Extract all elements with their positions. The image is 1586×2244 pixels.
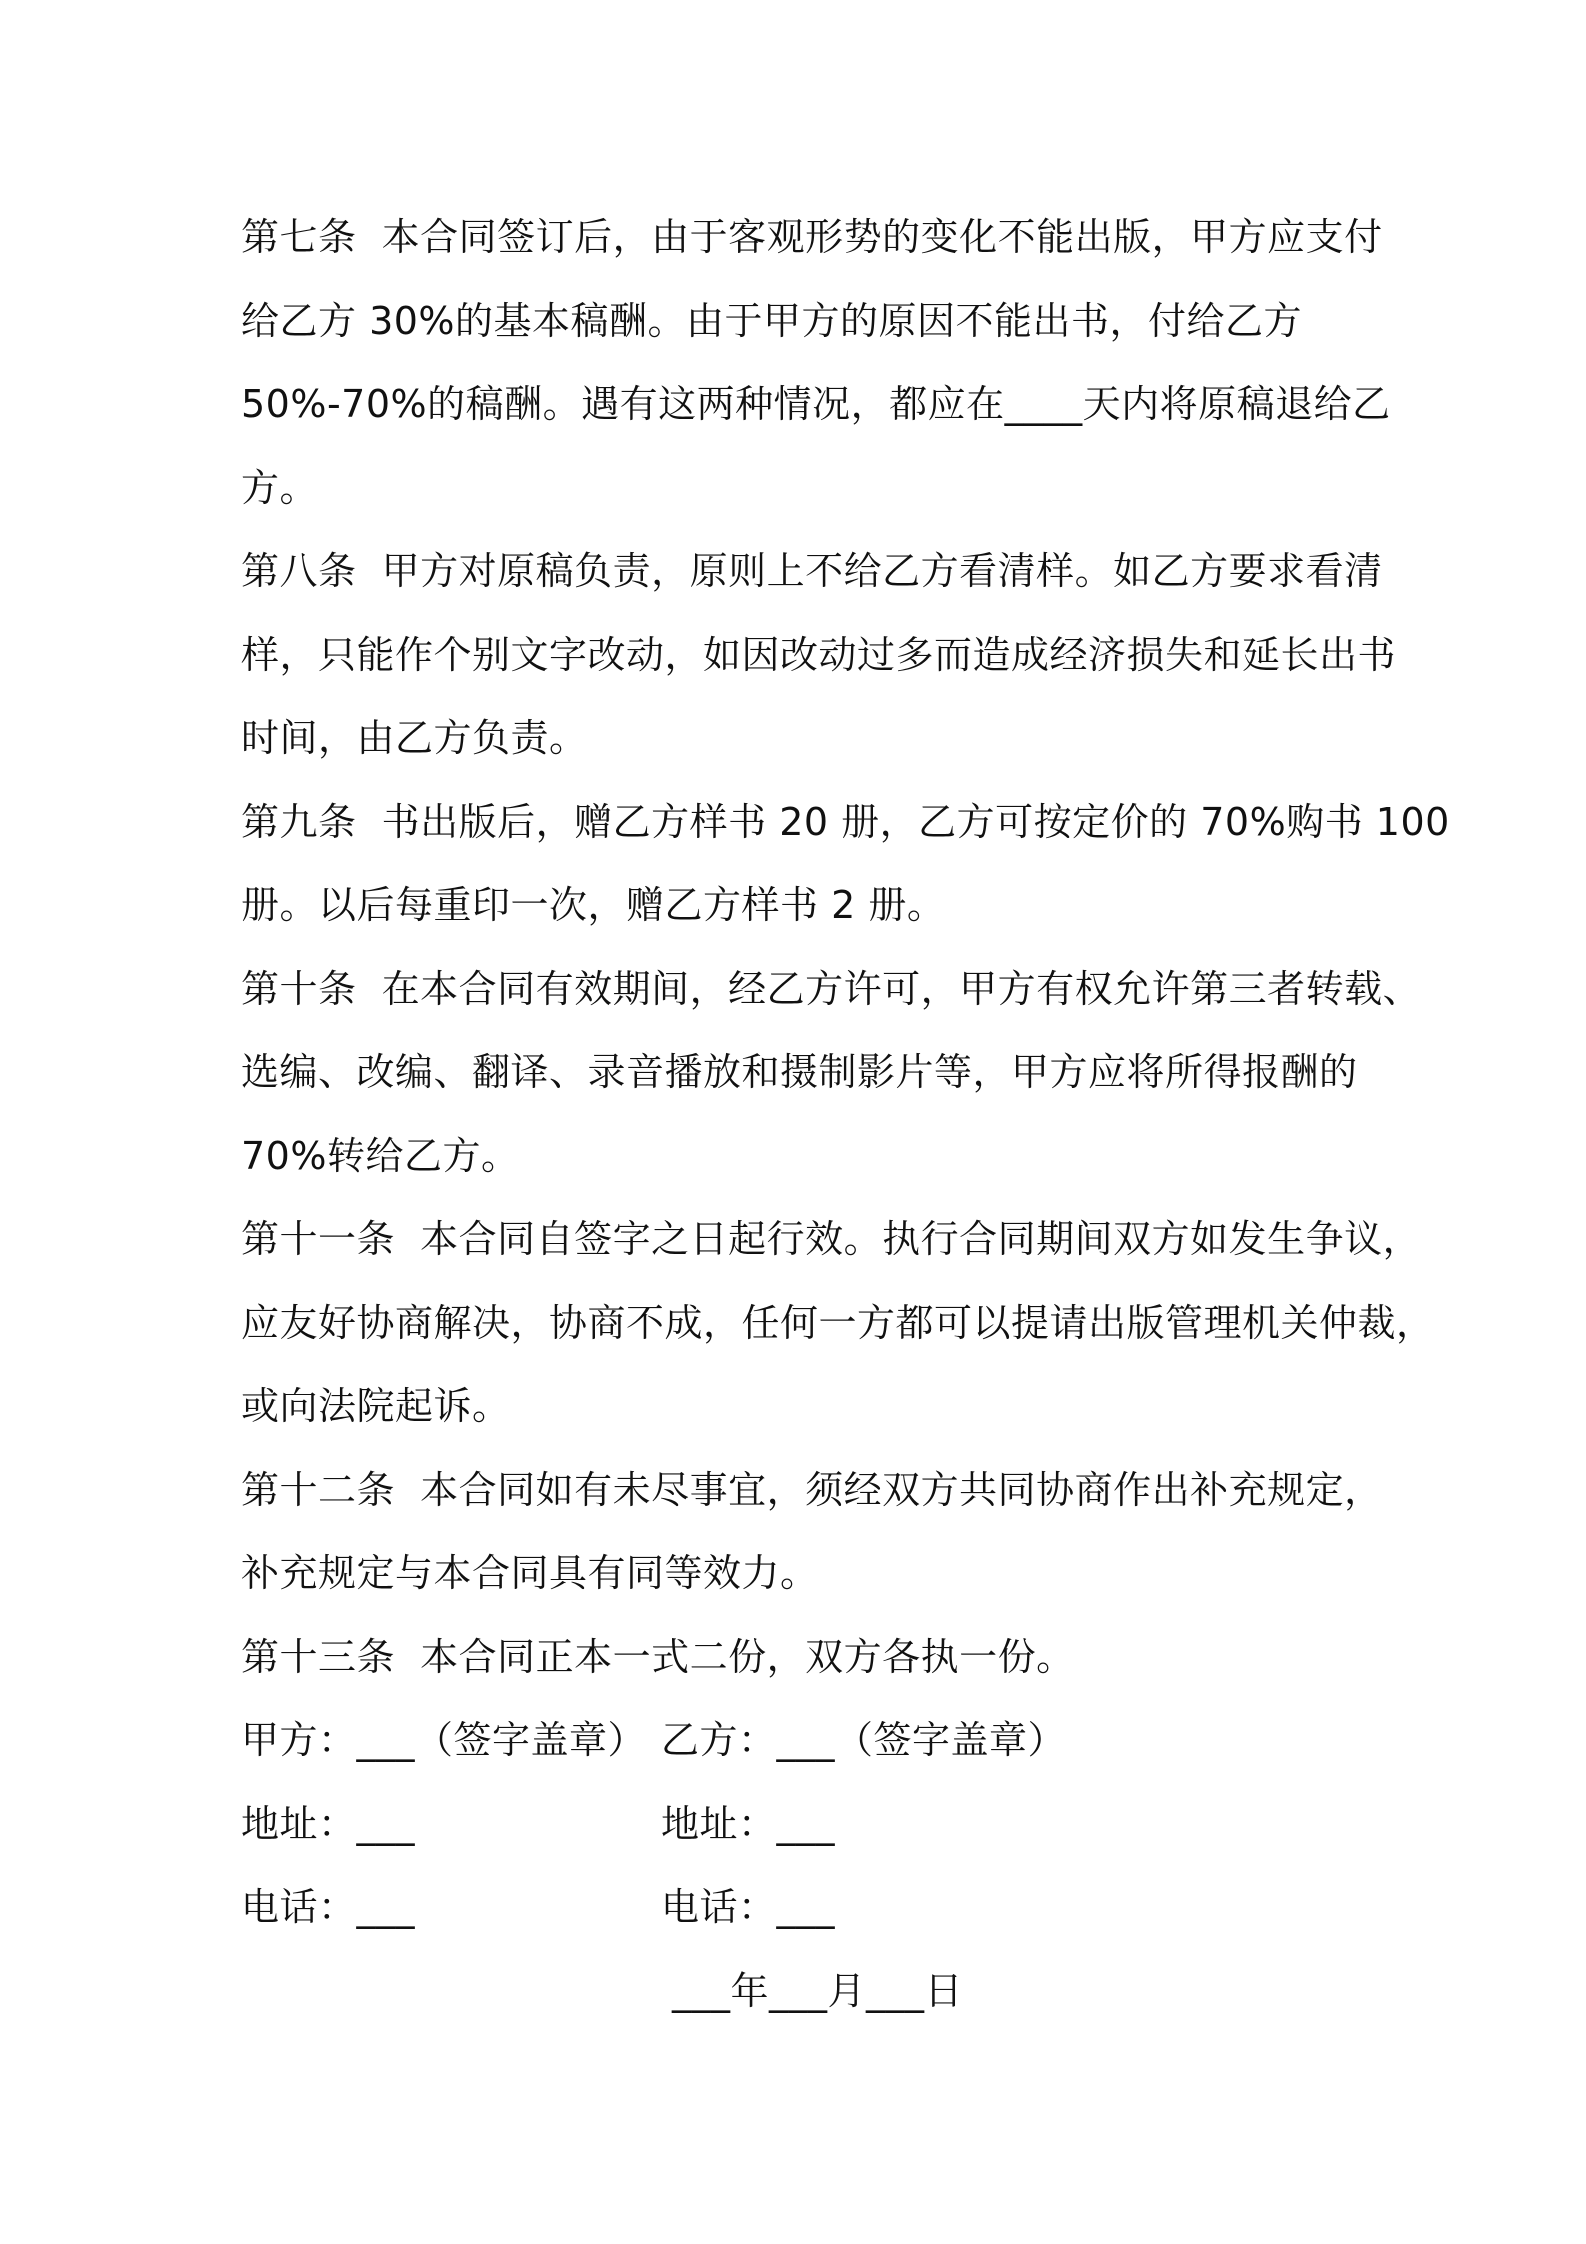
signature-row-phone xyxy=(241,1866,1371,1950)
party-b-address: 地址：___ xyxy=(661,1801,836,1846)
contract-body xyxy=(241,196,1450,2033)
article-13 xyxy=(241,1616,1371,1700)
article-line: 50%-70%的稿酬。遇有这两种情况，都应在____天内将原稿退给乙 xyxy=(241,382,1391,426)
party-a-signature: 甲方：___（签字盖章） xyxy=(241,1718,647,1762)
article-line: 应友好协商解决，协商不成，任何一方都可以提请出版管理机关仲裁， xyxy=(241,1300,1435,1345)
article-line: 第十三条 本合同正本一式二份，双方各执一份。 xyxy=(241,1634,1075,1679)
article-line: 样，只能作个别文字改动，如因改动过多而造成经济损失和延长出书 xyxy=(241,632,1397,677)
article-8 xyxy=(241,530,1397,781)
article-line: 第八条 甲方对原稿负责，原则上不给乙方看清样。如乙方要求看清 xyxy=(241,549,1383,593)
article-line: 选编、改编、翻译、录音播放和摄制影片等，甲方应将所得报酬的 xyxy=(241,1050,1358,1094)
article-line: 第十二条 本合同如有未尽事宜，须经双方共同协商作出补充规定， xyxy=(241,1467,1383,1512)
article-line: 给乙方 30%的基本稿酬。由于甲方的原因不能出书，付给乙方 xyxy=(241,298,1303,343)
signature-block xyxy=(241,1699,1371,2033)
party-a-phone: 电话：___ xyxy=(241,1885,416,1929)
party-b-signature: 乙方：___（签字盖章） xyxy=(661,1718,1067,1762)
article-line: 第十一条 本合同自签字之日起行效。执行合同期间双方如发生争议， xyxy=(241,1217,1422,1261)
article-line: 时间，由乙方负责。 xyxy=(241,716,588,760)
article-line: 第十条 在本合同有效期间，经乙方许可，甲方有权允许第三者转载、 xyxy=(241,966,1422,1011)
article-7 xyxy=(241,196,1391,530)
signing-date: ___年___月___日 xyxy=(672,1968,964,2013)
signature-row-address xyxy=(241,1783,1371,1867)
party-a-address: 地址：___ xyxy=(241,1801,416,1846)
article-line: 或向法院起诉。 xyxy=(241,1384,511,1428)
party-b-phone: 电话：___ xyxy=(661,1885,836,1929)
article-line: 册。以后每重印一次，赠乙方样书 2 册。 xyxy=(241,883,946,927)
article-12 xyxy=(241,1449,1383,1616)
article-10 xyxy=(241,948,1422,1199)
article-line: 70%转给乙方。 xyxy=(241,1133,520,1178)
article-line: 方。 xyxy=(241,465,319,510)
article-11 xyxy=(241,1198,1435,1449)
article-line: 第七条 本合同签订后，由于客观形势的变化不能出版，甲方应支付 xyxy=(241,215,1383,259)
article-line: 补充规定与本合同具有同等效力。 xyxy=(241,1551,819,1595)
article-line: 第九条 书出版后，赠乙方样书 20 册，乙方可按定价的 70%购书 100 xyxy=(241,799,1450,844)
signature-row-parties xyxy=(241,1699,1371,1783)
article-9 xyxy=(241,781,1450,948)
